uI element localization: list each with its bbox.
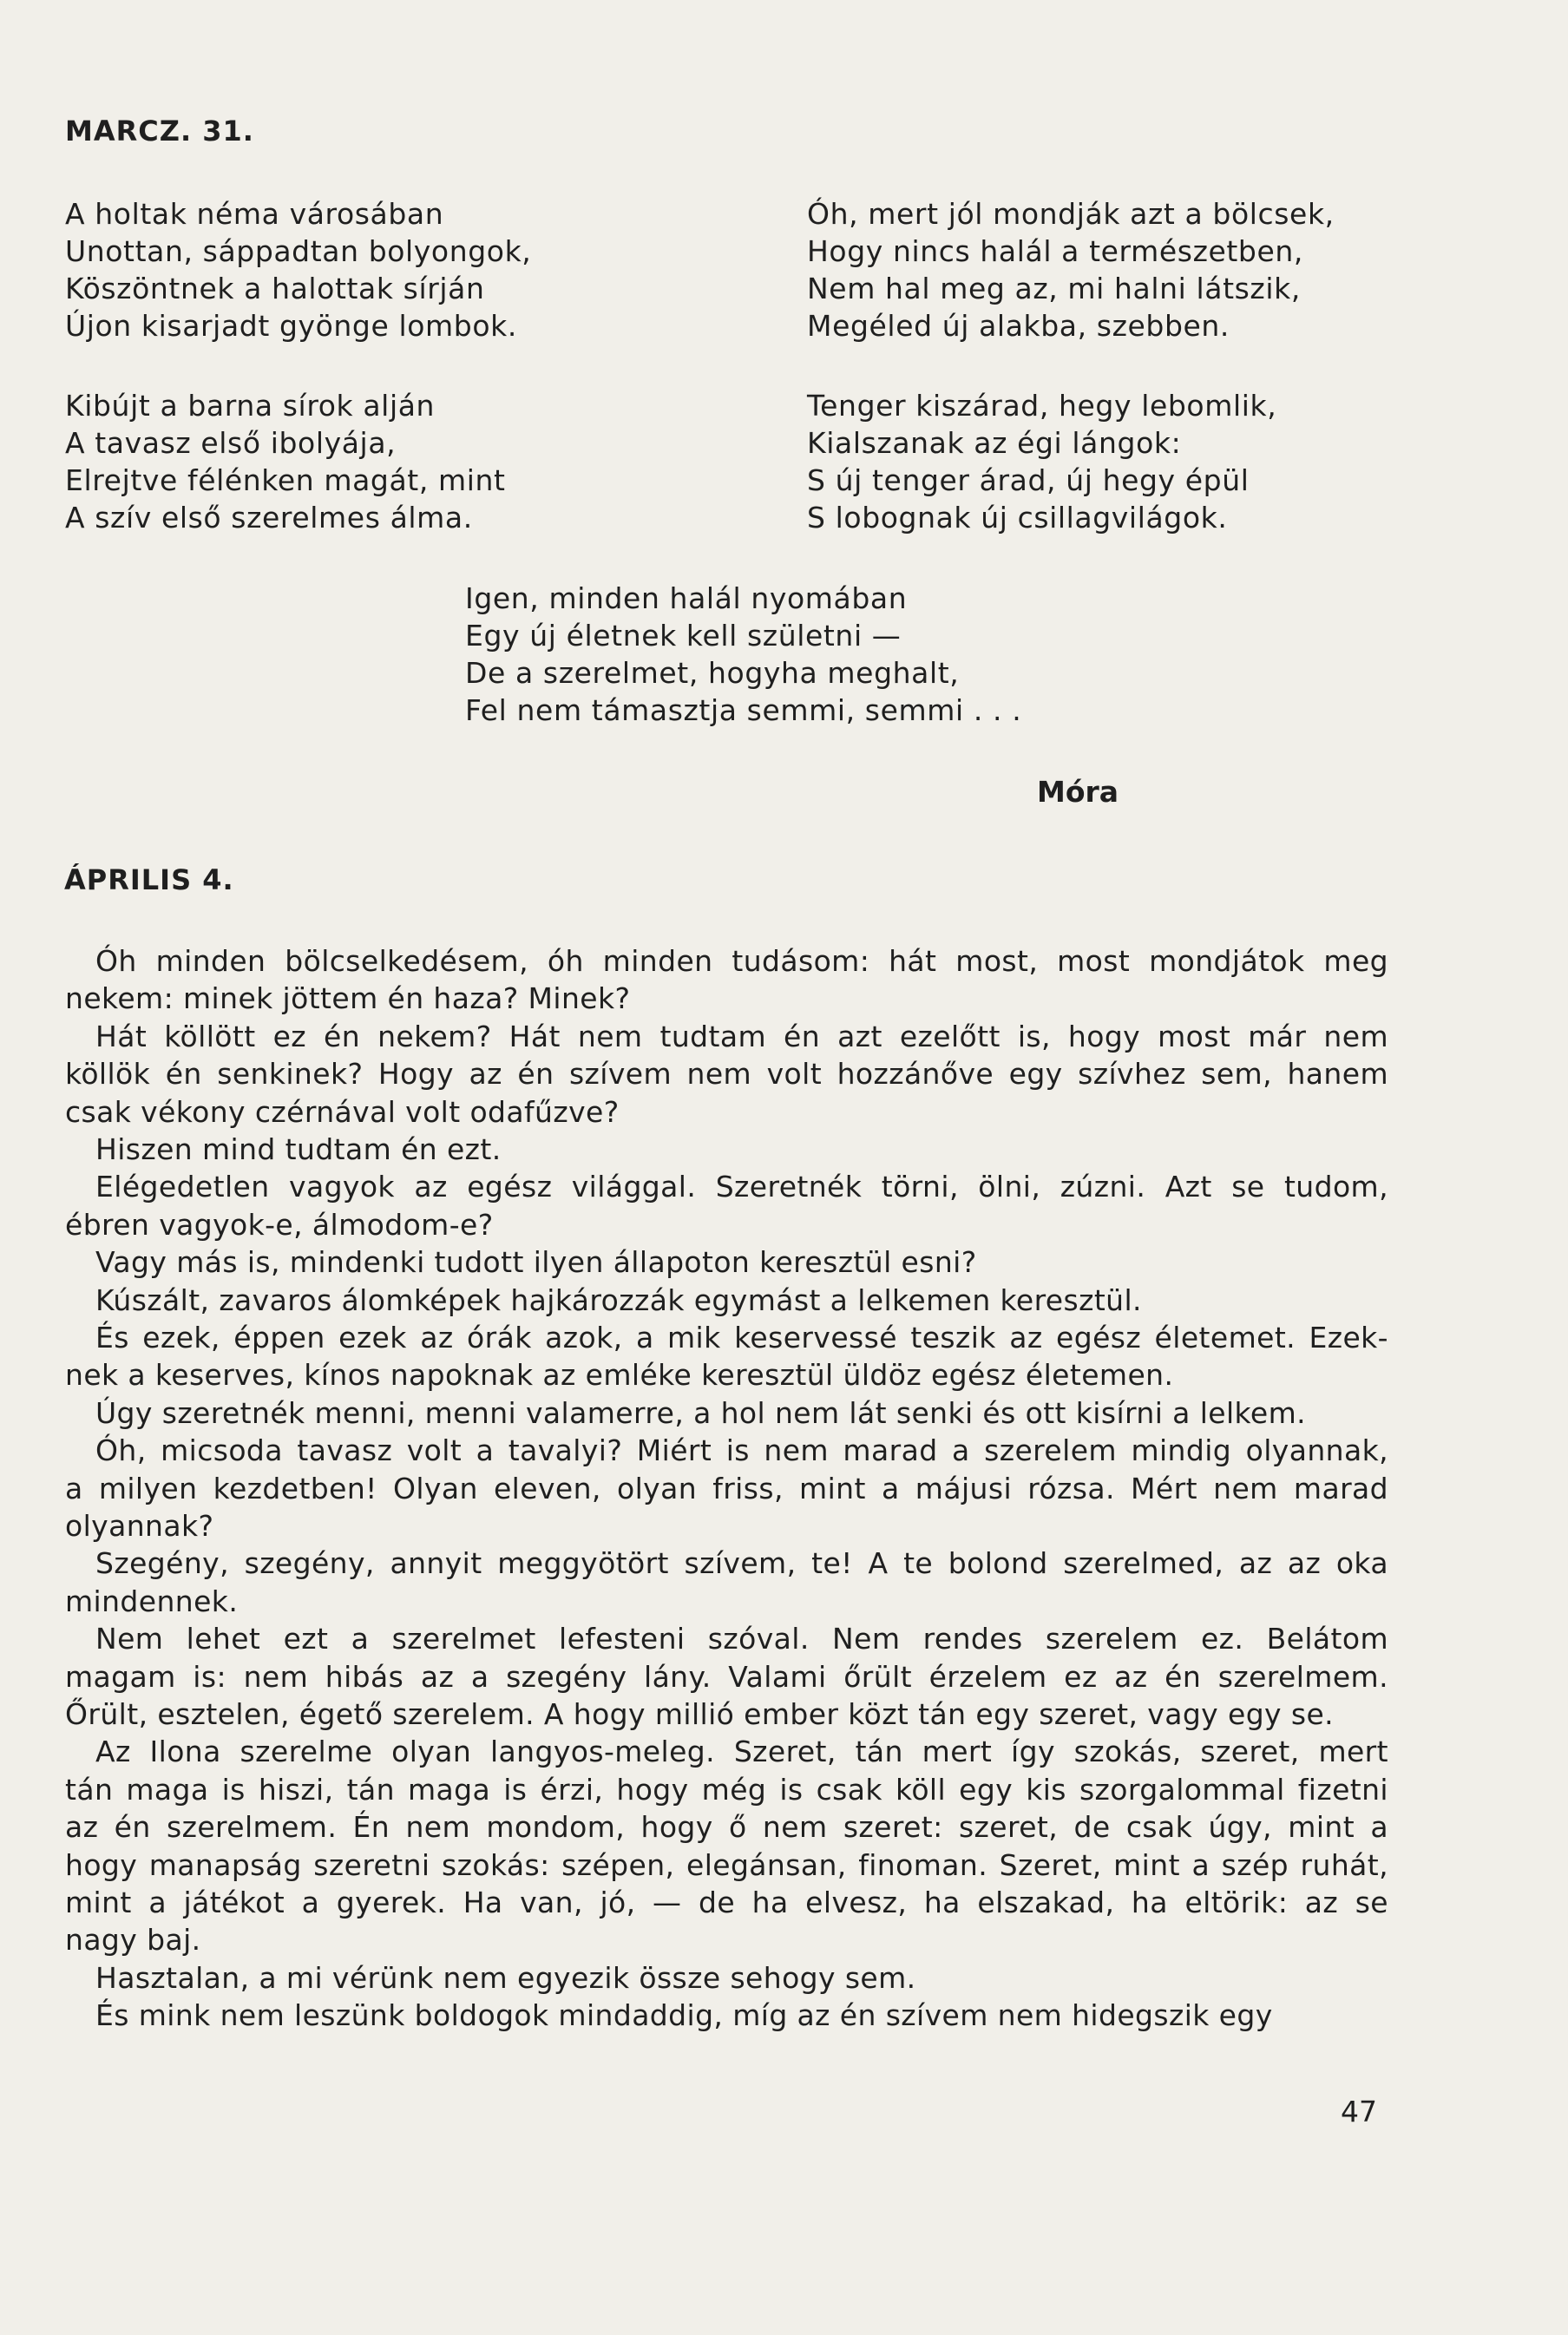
paragraph-line: nek a keserves, kínos napoknak az emléke keresztül üldöz egész életemen.: [65, 1358, 1174, 1393]
poem-line: Megéled új alakba, szebben.: [807, 309, 1230, 343]
poem-line: Kibújt a barna sírok alján: [65, 389, 436, 423]
poem-line: S új tenger árad, új hegy épül: [807, 463, 1250, 497]
poem-line: S lobognak új csillagvilágok.: [807, 501, 1228, 535]
poem-line: Fel nem támasztja semmi, semmi . . .: [465, 693, 1022, 727]
paragraph-first-line: Hiszen mind tudtam én ezt.: [95, 1131, 502, 1166]
poem-line: Unottan, sáppadtan bolyongok,: [65, 234, 532, 268]
paragraph-first-line: Hát köllött ez én nekem? Hát nem tudtam én azt ezelőtt is, hogy most már nem: [95, 1019, 1388, 1053]
poem-line: Köszöntnek a halottak sírján: [65, 272, 485, 305]
date-heading-april: ÁPRILIS 4.: [64, 863, 234, 896]
paragraph-line: hogy manapság szeretni szokás: szépen, elegánsan, finoman. Szeret, mint a szép ruhát,: [65, 1847, 1388, 1882]
poem-line: Egy új életnek kell születni —: [465, 619, 902, 653]
paragraph-line: magam is: nem hibás az a szegény lány. Valami őrült érzelem ez az én szerelmem.: [65, 1659, 1388, 1694]
paragraph-first-line: Óh minden bölcselkedésem, óh minden tudásom: hát most, most mondjátok meg: [95, 944, 1388, 978]
poem-stanza-left-1: [65, 195, 531, 344]
page-number: 47: [1341, 2095, 1377, 2128]
poem-line: A szív első szerelmes álma.: [65, 501, 473, 535]
poem-line: Nem hal meg az, mi halni látszik,: [807, 272, 1301, 305]
paragraph-first-line: Elégedetlen vagyok az egész világgal. Szeretnék törni, ölni, zúzni. Azt se tudom,: [95, 1170, 1388, 1204]
paragraph-first-line: Kúszált, zavaros álomképek hajkározzák egymást a lelkemen keresztül.: [95, 1282, 1142, 1317]
poem-line: Kialszanak az égi lángok:: [807, 426, 1182, 460]
poem-signature: Móra: [1037, 775, 1119, 809]
paragraph-first-line: Úgy szeretnék menni, menni valamerre, a hol nem lát senki és ott kisírni a lelkem.: [95, 1395, 1307, 1430]
paragraph-line: Őrült, esztelen, égető szerelem. A hogy millió ember közt tán egy szeret, vagy egy se.: [65, 1696, 1335, 1731]
poem-line: A holtak néma városában: [65, 197, 444, 231]
poem-line: Igen, minden halál nyomában: [465, 581, 908, 615]
paragraph-line: nagy baj.: [65, 1923, 201, 1958]
paragraph-line: olyannak?: [65, 1508, 214, 1543]
poem-line: A tavasz első ibolyája,: [65, 426, 397, 460]
paragraph-line: tán maga is hiszi, tán maga is érzi, hogy még is csak köll egy kis szorgalommal fizetni: [65, 1772, 1388, 1807]
paragraph-line: köllök én senkinek? Hogy az én szívem nem volt hozzánőve egy szívhez sem, hanem: [65, 1057, 1388, 1092]
paragraph-first-line: Az Ilona szerelme olyan langyos-meleg. Szeret, tán mert így szokás, szeret, mert: [95, 1735, 1388, 1769]
date-heading-march: MARCZ. 31.: [65, 115, 254, 148]
paragraph-first-line: Szegény, szegény, annyit meggyötört szívem, te! A te bolond szerelmed, az az oka: [95, 1546, 1388, 1581]
poem-line: Hogy nincs halál a természetben,: [807, 234, 1303, 268]
paragraph-line: mint a játékot a gyerek. Ha van, jó, — de ha elvesz, ha elszakad, ha eltörik: az se: [65, 1885, 1388, 1919]
paragraph-line: mindennek.: [65, 1584, 239, 1618]
paragraph-line: csak vékony czérnával volt odafűzve?: [65, 1094, 620, 1129]
poem-stanza-right-2: [807, 387, 1276, 536]
poem-line: Elrejtve félénken magát, mint: [65, 463, 506, 497]
poem-line: Tenger kiszárad, hegy lebomlik,: [807, 389, 1277, 423]
paragraph-first-line: Hasztalan, a mi vérünk nem egyezik össze sehogy sem.: [95, 1960, 916, 1995]
poem-line: Óh, mert jól mondják azt a bölcsek,: [807, 197, 1335, 231]
poem-stanza-right-1: [807, 195, 1335, 344]
diary-prose: [65, 942, 1388, 2035]
poem-line: De a szerelmet, hogyha meghalt,: [465, 656, 960, 690]
paragraph-line: az én szerelmem. Én nem mondom, hogy ő nem szeret: szeret, de csak úgy, mint a: [65, 1810, 1388, 1845]
paragraph-first-line: És ezek, éppen ezek az órák azok, a mik keservessé teszik az egész életemet. Ezek-: [95, 1321, 1388, 1354]
paragraph-first-line: És mink nem leszünk boldogok mindaddig, míg az én szívem nem hidegszik egy: [95, 1998, 1273, 2033]
paragraph-line: nekem: minek jöttem én haza? Minek?: [65, 981, 631, 1016]
paragraph-first-line: Nem lehet ezt a szerelmet lefesteni szóval. Nem rendes szerelem ez. Belátom: [95, 1622, 1388, 1656]
paragraph-first-line: Vagy más is, mindenki tudott ilyen állapoton keresztül esni?: [95, 1245, 977, 1280]
poem-line: Újon kisarjadt gyönge lombok.: [65, 309, 517, 343]
paragraph-first-line: Óh, micsoda tavasz volt a tavalyi? Miért is nem marad a szerelem mindig olyannak,: [95, 1433, 1388, 1468]
paragraph-line: a milyen kezdetben! Olyan eleven, olyan friss, mint a májusi rózsa. Mért nem marad: [65, 1471, 1388, 1505]
poem-stanza-center: [465, 580, 1021, 729]
paragraph-line: ébren vagyok-e, álmodom-e?: [65, 1207, 494, 1242]
poem-stanza-left-2: [65, 387, 506, 536]
